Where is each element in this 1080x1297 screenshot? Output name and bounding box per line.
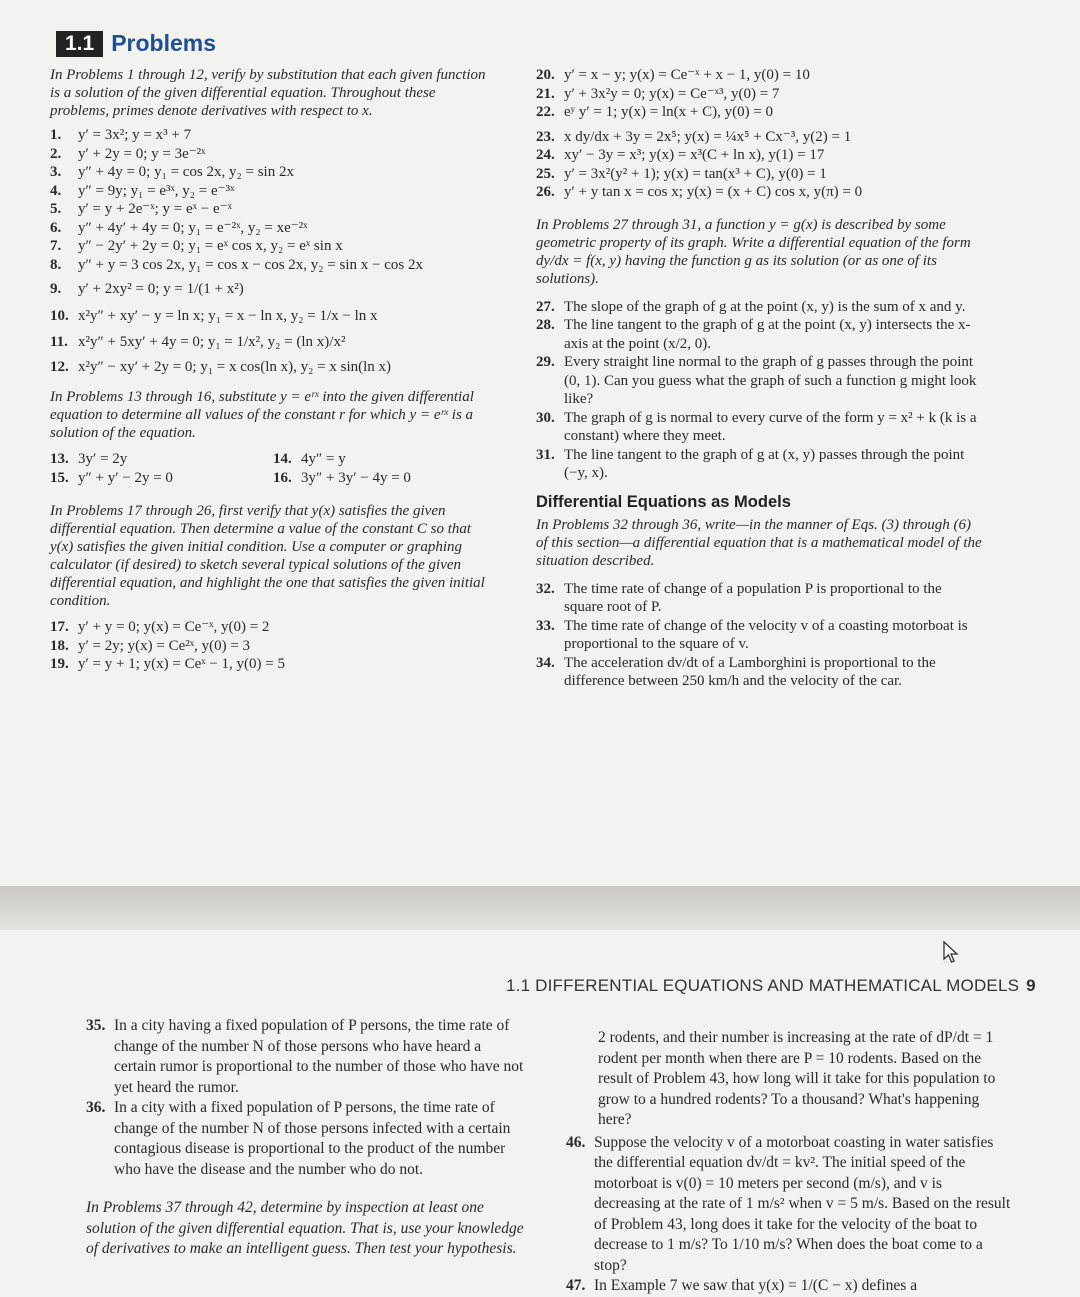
problems-20-26: [536, 66, 982, 202]
problems-17-19: [50, 618, 496, 674]
problem-item: 17. y′ + y = 0; y(x) = Ce⁻ˣ, y(0) = 2: [50, 619, 270, 635]
right-column: [536, 66, 982, 691]
problem-item: 2. y′ + 2y = 0; y = 3e⁻²ˣ: [50, 145, 206, 162]
bottom-left-column: [86, 1016, 524, 1262]
left-column: [50, 66, 496, 674]
section-heading-models: Differential Equations as Models: [536, 492, 791, 511]
running-head: [506, 976, 1036, 996]
page-number: 9: [1026, 976, 1036, 995]
problem-item: 27. The slope of the graph of g at the point (x, y) is the sum of x and y.: [536, 298, 966, 315]
problem-pair: 15. y″ + y′ − 2y = 0 16. 3y″ + 3y′ − 4y = 0: [50, 470, 411, 486]
problem-item: 33. The time rate of change of the velocity v of a coasting motorboat is proportional to the square of v.: [536, 617, 968, 652]
instructions-27-31: In Problems 27 through 31, a function y = g(x) is described by some geometric property of its graph. Write a differential equation of the form dy/dx = f(x, y) having the function g as its solution (or as one of its solutions).: [536, 216, 971, 287]
problem-item: 32. The time rate of change of a population P is proportional to the square root of P.: [536, 580, 942, 615]
problem-item: 9. y′ + 2xy² = 0; y = 1/(1 + x²): [50, 281, 244, 297]
problem-item: 34. The acceleration dv/dt of a Lamborghini is proportional to the difference between 250 km/h and the velocity of the car.: [536, 654, 936, 689]
problem-item: 11. x²y″ + 5xy′ + 4y = 0; y₁ = 1/x², y₂ = (ln x)/x²: [50, 334, 346, 350]
problem-item: 19. y′ = y + 1; y(x) = Ceˣ − 1, y(0) = 5: [50, 656, 285, 672]
instructions-13-16: In Problems 13 through 16, substitute y = eʳˣ into the given differential equation to determine all values of the constant r for which y = eʳˣ is a solution of the equation.: [50, 389, 474, 441]
problem-item: 29. Every straight line normal to the graph of g passes through the point (0, 1). Can you guess what the graph of such a function g might look like?: [536, 354, 977, 407]
problem-item: 22. eʸ y′ = 1; y(x) = ln(x + C), y(0) = 0: [536, 104, 774, 120]
problem-45-continuation: 2 rodents, and their number is increasing at the rate of dP/dt = 1 rodent per month when there are P = 10 rodents. Based on the result of Problem 43, how long will it take for this population to grow to a hundred rodents? To a thousand? What's happening here?: [598, 1029, 996, 1128]
problem-item: 31. The line tangent to the graph of g at (x, y) passes through the point (−y, x).: [536, 446, 965, 481]
instructions-1-12: In Problems 1 through 12, verify by substitution that each given function is a solution of the given differential equation. Throughout these problems, primes denote derivatives with respect to x.: [50, 67, 486, 119]
textbook-page-bottom: [0, 930, 1080, 1297]
problem-item: 28. The line tangent to the graph of g at the point (x, y) intersects the x-axis at the point (x/2, 0).: [536, 317, 971, 352]
problem-item: 3. y″ + 4y = 0; y₁ = cos 2x, y₂ = sin 2x: [50, 164, 294, 180]
problem-item: 47. In Example 7 we saw that y(x) = 1/(C − x) defines a: [566, 1277, 918, 1294]
instructions-37-42: In Problems 37 through 42, determine by inspection at least one solution of the given differential equation. That is, use your knowledge of derivatives to make an intelligent guess. Then test your hypothesis.: [86, 1199, 524, 1257]
problems-13-16: [50, 450, 496, 488]
problem-item: 10. x²y″ + xy′ − y = ln x; y₁ = x − ln x, y₂ = 1/x − ln x: [50, 307, 378, 324]
bottom-right-column: [566, 1028, 1012, 1297]
problem-item: 21. y′ + 3x²y = 0; y(x) = Ce⁻ˣ³, y(0) = 7: [536, 85, 780, 102]
problems-1-12: [50, 126, 496, 376]
section-title: Problems: [111, 30, 217, 56]
problem-item: 12. x²y″ − xy′ + 2y = 0; y₁ = x cos(ln x), y₂ = x sin(ln x): [50, 358, 392, 375]
problem-item: 5. y′ = y + 2e⁻ˣ; y = eˣ − e⁻ˣ: [50, 201, 232, 217]
problem-item: 1. y′ = 3x²; y = x³ + 7: [50, 127, 192, 143]
problem-item: 6. y″ + 4y′ + 4y = 0; y₁ = e⁻²ˣ, y₂ = xe⁻²ˣ: [50, 219, 308, 236]
problems-27-31: [536, 298, 982, 483]
problem-item: 20. y′ = x − y; y(x) = Ce⁻ˣ + x − 1, y(0) = 10: [536, 67, 810, 83]
problem-item: 23. x dy/dx + 3y = 2x⁵; y(x) = ¼x⁵ + Cx⁻³, y(2) = 1: [536, 128, 852, 145]
problem-item: 30. The graph of g is normal to every curve of the form y = x² + k (k is a constant) where they meet.: [536, 409, 977, 444]
problem-item: 24. xy′ − 3y = x³; y(x) = x³(C + ln x), y(1) = 17: [536, 147, 825, 163]
problem-item: 25. y′ = 3x²(y² + 1); y(x) = tan(x³ + C), y(0) = 1: [536, 165, 827, 182]
mouse-cursor-icon: [942, 940, 960, 969]
problem-item: 36. In a city with a fixed population of P persons, the time rate of change of the number N of those persons infected with a certain contagious disease is proportional to the product of the number who have the disease and the number who do not.: [86, 1099, 511, 1178]
instructions-32-36: In Problems 32 through 36, write—in the manner of Eqs. (3) through (6) of this section—a differential equation that is a mathematical model of the situation described.: [536, 516, 982, 569]
page-gap: [0, 886, 1080, 930]
problem-item: 26. y′ + y tan x = cos x; y(x) = (x + C) cos x, y(π) = 0: [536, 184, 863, 200]
problem-item: 4. y″ = 9y; y₁ = e³ˣ, y₂ = e⁻³ˣ: [50, 182, 235, 199]
section-header: [56, 30, 216, 57]
problem-item: 18. y′ = 2y; y(x) = Ce²ˣ, y(0) = 3: [50, 637, 251, 654]
problem-item: 35. In a city having a fixed population of P persons, the time rate of change of the number N of those persons who have heard a certain rumor is proportional to the number of those who have not yet heard the rumor.: [86, 1017, 524, 1096]
problem-item: 7. y″ − 2y′ + 2y = 0; y₁ = eˣ cos x, y₂ = eˣ sin x: [50, 238, 343, 254]
section-number-badge: 1.1: [56, 31, 103, 57]
problem-item: 8. y″ + y = 3 cos 2x, y₁ = cos x − cos 2x, y₂ = sin x − cos 2x: [50, 256, 423, 273]
running-head-text: 1.1 DIFFERENTIAL EQUATIONS AND MATHEMATICAL MODELS: [506, 976, 1020, 995]
instructions-17-26: In Problems 17 through 26, first verify that y(x) satisfies the given differential equation. Then determine a value of the constant C so that y(x) satisfies the given initial condition. Use a computer or graphing calculator (if desired) to sketch several typical solutions of the given differential equation, and highlight the one that satisfies the given initial condition.: [50, 503, 485, 609]
problem-pair: 13. 3y′ = 2y 14. 4y″ = y: [50, 451, 346, 467]
problem-item: 46. Suppose the velocity v of a motorboat coasting in water satisfies the differential equation dv/dt = kv². The initial speed of the motorboat is v(0) = 10 meters per second (m/s), and v is decreasing at the rate of 1 m/s² when v = 5 m/s. Based on the result of Problem 43, long does it take for the velocity of the boat to decrease to 1 m/s? To 1/10 m/s? When does the boat come to a stop?: [566, 1133, 1011, 1274]
problems-32-34: [536, 580, 982, 691]
